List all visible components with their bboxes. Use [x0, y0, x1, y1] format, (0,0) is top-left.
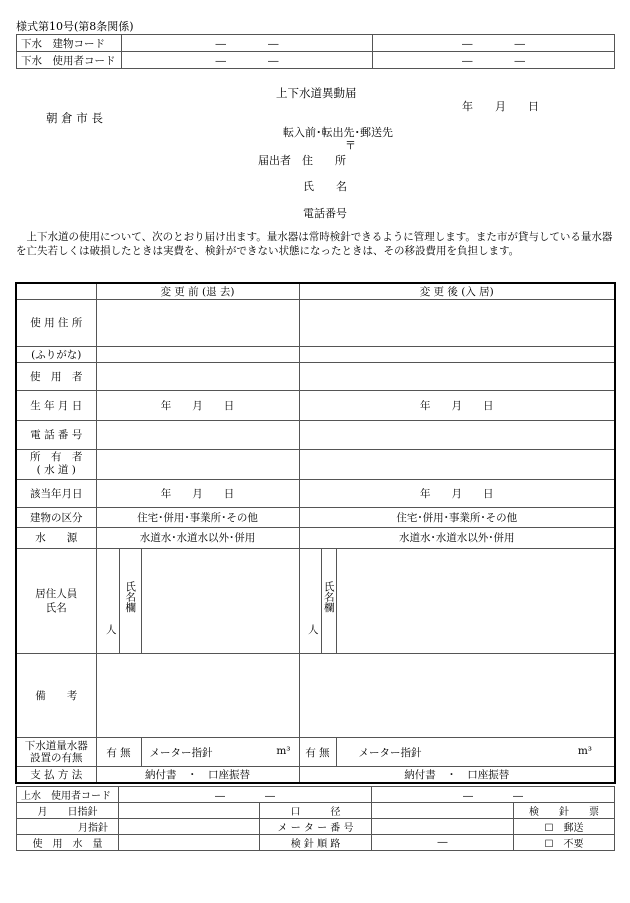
- phone-label: 電 話 番 号: [16, 421, 96, 449]
- statement: 上下水道の使用について、次のとおり届け出ます。量水器は常時検針できるように管理します。また市が貸与している量水器を亡失若しくは破損したときは実費を、検針ができない状態になったときは、その移設費用を負担します。: [16, 231, 613, 257]
- payment-label: 支 払 方 法: [16, 766, 96, 783]
- reading-order-label: 検 針 順 路: [260, 835, 372, 851]
- cubic-meter-after: m³: [577, 744, 592, 757]
- addressee: 朝 倉 市 長: [46, 111, 103, 125]
- residents-label: 居住人員 氏名: [16, 548, 96, 653]
- resident-names-after[interactable]: [336, 548, 615, 653]
- bore-value[interactable]: [372, 803, 514, 819]
- reading-order-value[interactable]: ―: [372, 835, 514, 851]
- monthly-reading-label: 月指針: [17, 819, 119, 835]
- slip-mail-option[interactable]: ☐ 郵送: [514, 819, 615, 835]
- water-source-label: 水 源: [16, 528, 96, 548]
- postal-mark: 〒: [345, 139, 356, 152]
- furigana-before[interactable]: [96, 346, 299, 362]
- furigana-after[interactable]: [299, 346, 615, 362]
- user-before[interactable]: [96, 362, 299, 390]
- user-after[interactable]: [299, 362, 615, 390]
- user-label: 使 用 者: [16, 362, 96, 390]
- meter-table: [16, 786, 615, 851]
- header-before: 変 更 前 (退 去): [96, 283, 299, 300]
- usage-volume-label: 使 用 水 量: [17, 835, 119, 851]
- applicant-name-label: 氏 名: [303, 180, 347, 193]
- remarks-before[interactable]: [96, 653, 299, 738]
- residents-count-before[interactable]: [96, 548, 119, 653]
- sewer-building-code-before[interactable]: ― ―: [122, 35, 373, 52]
- birthdate-after[interactable]: 年 月 日: [299, 391, 615, 421]
- owner-label-sub: ( 水 道 ): [36, 464, 76, 477]
- bore-label: 口 径: [260, 803, 372, 819]
- form-number: 様式第10号(第8条関係): [16, 20, 134, 33]
- move-label: 転入前･転出先･郵送先: [283, 126, 393, 139]
- owner-label-main: 所 有 者: [30, 451, 83, 464]
- meter-yesno-after[interactable]: 有 無: [299, 738, 336, 766]
- sewer-building-code-after[interactable]: ― ―: [373, 35, 615, 52]
- remarks-label: 備 考: [16, 653, 96, 738]
- usage-address-label: 使 用 住 所: [16, 300, 96, 346]
- meter-reading-after[interactable]: [336, 738, 615, 766]
- sewer-user-code-label: 下水 使用者コード: [17, 52, 122, 69]
- sewer-user-code-before[interactable]: ― ―: [122, 52, 373, 69]
- owner-label: [16, 449, 96, 479]
- water-source-before[interactable]: 水道水･水道水以外･併用: [96, 528, 299, 548]
- meter-number-label: メ ー タ ー 番 号: [260, 819, 372, 835]
- form-title: 上下水道異動届: [276, 86, 357, 100]
- resident-names-before[interactable]: [141, 548, 299, 653]
- applicable-date-after[interactable]: 年 月 日: [299, 479, 615, 507]
- meter-reading-label-after: メーター指針: [358, 746, 422, 759]
- remarks-after[interactable]: [299, 653, 615, 738]
- meter-reading-before[interactable]: [141, 738, 299, 766]
- monthly-reading-value[interactable]: [119, 819, 260, 835]
- furigana-label: (ふりがな): [16, 346, 96, 362]
- cubic-meter-before: m³: [276, 744, 291, 757]
- applicable-date-before[interactable]: 年 月 日: [96, 479, 299, 507]
- meter-install-label: 下水道量水器 設置の有無: [16, 738, 96, 766]
- applicant-phone-label: 電話番号: [303, 207, 347, 220]
- daily-reading-label: 月 日指針: [17, 803, 119, 819]
- meter-reading-label-before: メーター指針: [149, 746, 213, 759]
- sewer-building-code-label: 下水 建物コード: [17, 35, 122, 52]
- building-type-after[interactable]: 住宅･併用･事業所･その他: [299, 508, 615, 528]
- water-user-code-label: 上水 使用者コード: [17, 787, 119, 803]
- usage-address-before[interactable]: [96, 300, 299, 346]
- payment-after[interactable]: 納付書 ・ 口座振替: [299, 766, 615, 783]
- birthdate-before[interactable]: 年 月 日: [96, 391, 299, 421]
- people-unit-after: 人: [308, 623, 319, 636]
- residents-count-after[interactable]: [299, 548, 321, 653]
- sewer-code-table: [16, 34, 615, 69]
- building-type-before[interactable]: 住宅･併用･事業所･その他: [96, 508, 299, 528]
- building-type-label: 建物の区分: [16, 508, 96, 528]
- name-field-label-after: 氏名欄: [321, 548, 336, 653]
- applicant-address-label: 届出者 住 所: [258, 154, 346, 167]
- reading-slip-label: 検 針 票: [514, 803, 615, 819]
- water-user-code-before[interactable]: ― ―: [119, 787, 372, 803]
- header-after: 変 更 後 (入 居): [299, 283, 615, 300]
- payment-before[interactable]: 納付書 ・ 口座振替: [96, 766, 299, 783]
- daily-reading-value[interactable]: [119, 803, 260, 819]
- slip-not-needed-option[interactable]: ☐ 不要: [514, 835, 615, 851]
- meter-yesno-before[interactable]: 有 無: [96, 738, 141, 766]
- owner-after[interactable]: [299, 449, 615, 479]
- sewer-user-code-after[interactable]: ― ―: [373, 52, 615, 69]
- water-user-code-after[interactable]: ― ―: [372, 787, 615, 803]
- phone-after[interactable]: [299, 421, 615, 449]
- birthdate-label: 生 年 月 日: [16, 391, 96, 421]
- submission-date[interactable]: 年 月 日: [462, 100, 539, 113]
- main-form-table: [15, 282, 616, 784]
- owner-before[interactable]: [96, 449, 299, 479]
- meter-number-value[interactable]: [372, 819, 514, 835]
- phone-before[interactable]: [96, 421, 299, 449]
- name-field-label-before: 氏名欄: [119, 548, 141, 653]
- usage-volume-value[interactable]: [119, 835, 260, 851]
- people-unit-before: 人: [106, 623, 117, 636]
- usage-address-after[interactable]: [299, 300, 615, 346]
- water-source-after[interactable]: 水道水･水道水以外･併用: [299, 528, 615, 548]
- applicable-date-label: 該当年月日: [16, 479, 96, 507]
